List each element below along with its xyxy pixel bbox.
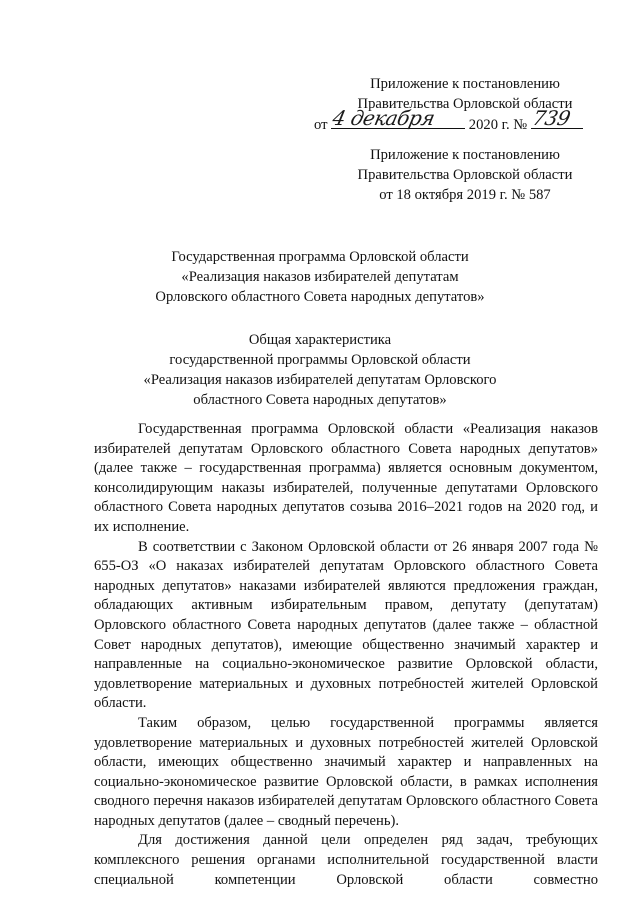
annex-header-current [314,74,600,135]
program-title-line2: «Реализация наказов избирателей депутатам [181,269,459,285]
paragraph-1: Государственная программа Орловской области «Реализация наказов избирателей депутатам Орловского областного Совета народных депутатов» (далее также – государственная программа) является основным документом, консолидирующим наказы избирателей, полученные депутатами Орловского областного Совета народных депутатов созыва 2016–2021 годов на 2020 год, и их исполнение. [94,421,598,535]
section-title-line1: Общая характеристика [248,332,392,348]
annex-previous-line1: Приложение к постановлению [370,147,560,163]
annex-previous-line2: Правительства Орловской области [357,167,573,183]
program-title-line1: Государственная программа Орловской области [171,249,469,265]
annex-current-line1: Приложение к постановлению [370,76,560,92]
program-title [0,247,640,307]
date-day-blank [330,106,465,130]
annex-current-date-line [314,106,600,135]
date-prefix: от [314,117,328,133]
body-text [94,420,598,890]
paragraph-4: Для достижения данной цели определен ряд задач, требующих комплексного решения органами исполнительной государственной власти специальной компетенции Орловской области совместно [94,832,598,888]
section-title-line2: государственной программы Орловской области [169,352,471,368]
section-title [0,330,640,410]
program-title-line3: Орловского областного Совета народных депутатов» [155,289,485,305]
annex-current-line2: Правительства Орловской области [357,96,573,112]
date-year: 2020 г. № [468,117,528,133]
annex-header-previous [330,145,600,205]
section-title-line4: областного Совета народных депутатов» [193,392,447,408]
paragraph-3: Таким образом, целью государственной программы является удовлетворение материальных и духовных потребностей жителей Орловской области, имеющих общественно значимый характер и направленных на социально-экономическое развитие Орловской области, в рамках исполнения сводного перечня наказов избирателей депутатам Орловского областного Совета народных депутатов (далее – сводный перечень). [94,714,598,829]
handwritten-number: 739 [530,106,573,130]
date-number-blank [530,106,583,130]
handwritten-date: 4 декабря [330,106,437,130]
annex-previous-line3: от 18 октября 2019 г. № 587 [379,187,551,203]
section-title-line3: «Реализация наказов избирателей депутатам Орловского [143,372,497,388]
paragraph-2: В соответствии с Законом Орловской области от 26 января 2007 года № 655-ОЗ «О наказах избирателей депутатам Орловского областного Совета народных депутатов» наказами избирателей являются предложения граждан, обладающих активным избирательным правом, депутату (депутатам) Орловского областного Совета народных депутатов (далее также – областной Совет народных депутатов), имеющие общественно значимый характер и направленные на социально-экономическое развитие Орловской области, удовлетворение материальных и духовных потребностей жителей Орловской области. [94,538,598,712]
